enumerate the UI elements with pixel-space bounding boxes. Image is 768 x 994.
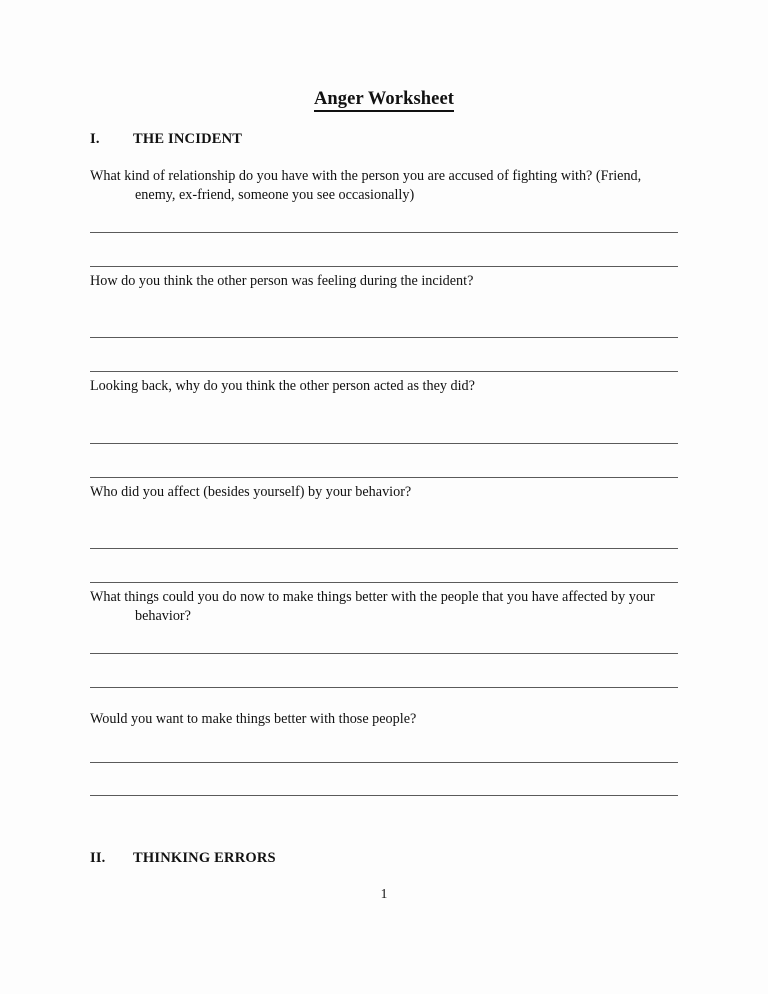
question-text xyxy=(45,710,690,729)
page-number: 1 xyxy=(380,886,388,901)
question-text xyxy=(45,483,690,502)
question-text xyxy=(45,167,690,204)
answer-write-line[interactable] xyxy=(90,795,678,796)
answer-write-line[interactable] xyxy=(90,477,678,478)
answer-write-line[interactable] xyxy=(90,762,678,763)
question-text xyxy=(45,377,690,396)
section-label: THINKING ERRORS xyxy=(133,850,276,866)
question-line: What kind of relationship do you have with the person you are accused of fighting with? (Friend, xyxy=(90,168,642,184)
section-heading xyxy=(90,850,276,867)
answer-write-line[interactable] xyxy=(90,232,678,233)
question-line: What things could you do now to make things better with the people that you have affected by your xyxy=(90,589,655,605)
answer-write-line[interactable] xyxy=(90,687,678,688)
question-text xyxy=(45,272,690,291)
answer-write-line[interactable] xyxy=(90,582,678,583)
question-line-continued: enemy, ex-friend, someone you see occasionally) xyxy=(135,186,415,203)
page-title-text: Anger Worksheet xyxy=(314,89,454,112)
answer-write-line[interactable] xyxy=(90,653,678,654)
question-line-continued: behavior? xyxy=(135,607,191,624)
section-numeral: I. xyxy=(90,131,100,147)
answer-write-line[interactable] xyxy=(90,443,678,444)
section-label: THE INCIDENT xyxy=(133,131,243,147)
question-line: Who did you affect (besides yourself) by your behavior? xyxy=(90,484,412,500)
answer-write-line[interactable] xyxy=(90,266,678,267)
answer-write-line[interactable] xyxy=(90,371,678,372)
page-title xyxy=(0,89,768,110)
question-text xyxy=(45,588,690,625)
question-line: Would you want to make things better with those people? xyxy=(90,711,417,727)
question-line: Looking back, why do you think the other person acted as they did? xyxy=(90,378,475,394)
answer-write-line[interactable] xyxy=(90,337,678,338)
question-line: How do you think the other person was feeling during the incident? xyxy=(90,273,474,289)
section-numeral: II. xyxy=(90,850,106,866)
answer-write-line[interactable] xyxy=(90,548,678,549)
section-heading xyxy=(90,131,242,148)
